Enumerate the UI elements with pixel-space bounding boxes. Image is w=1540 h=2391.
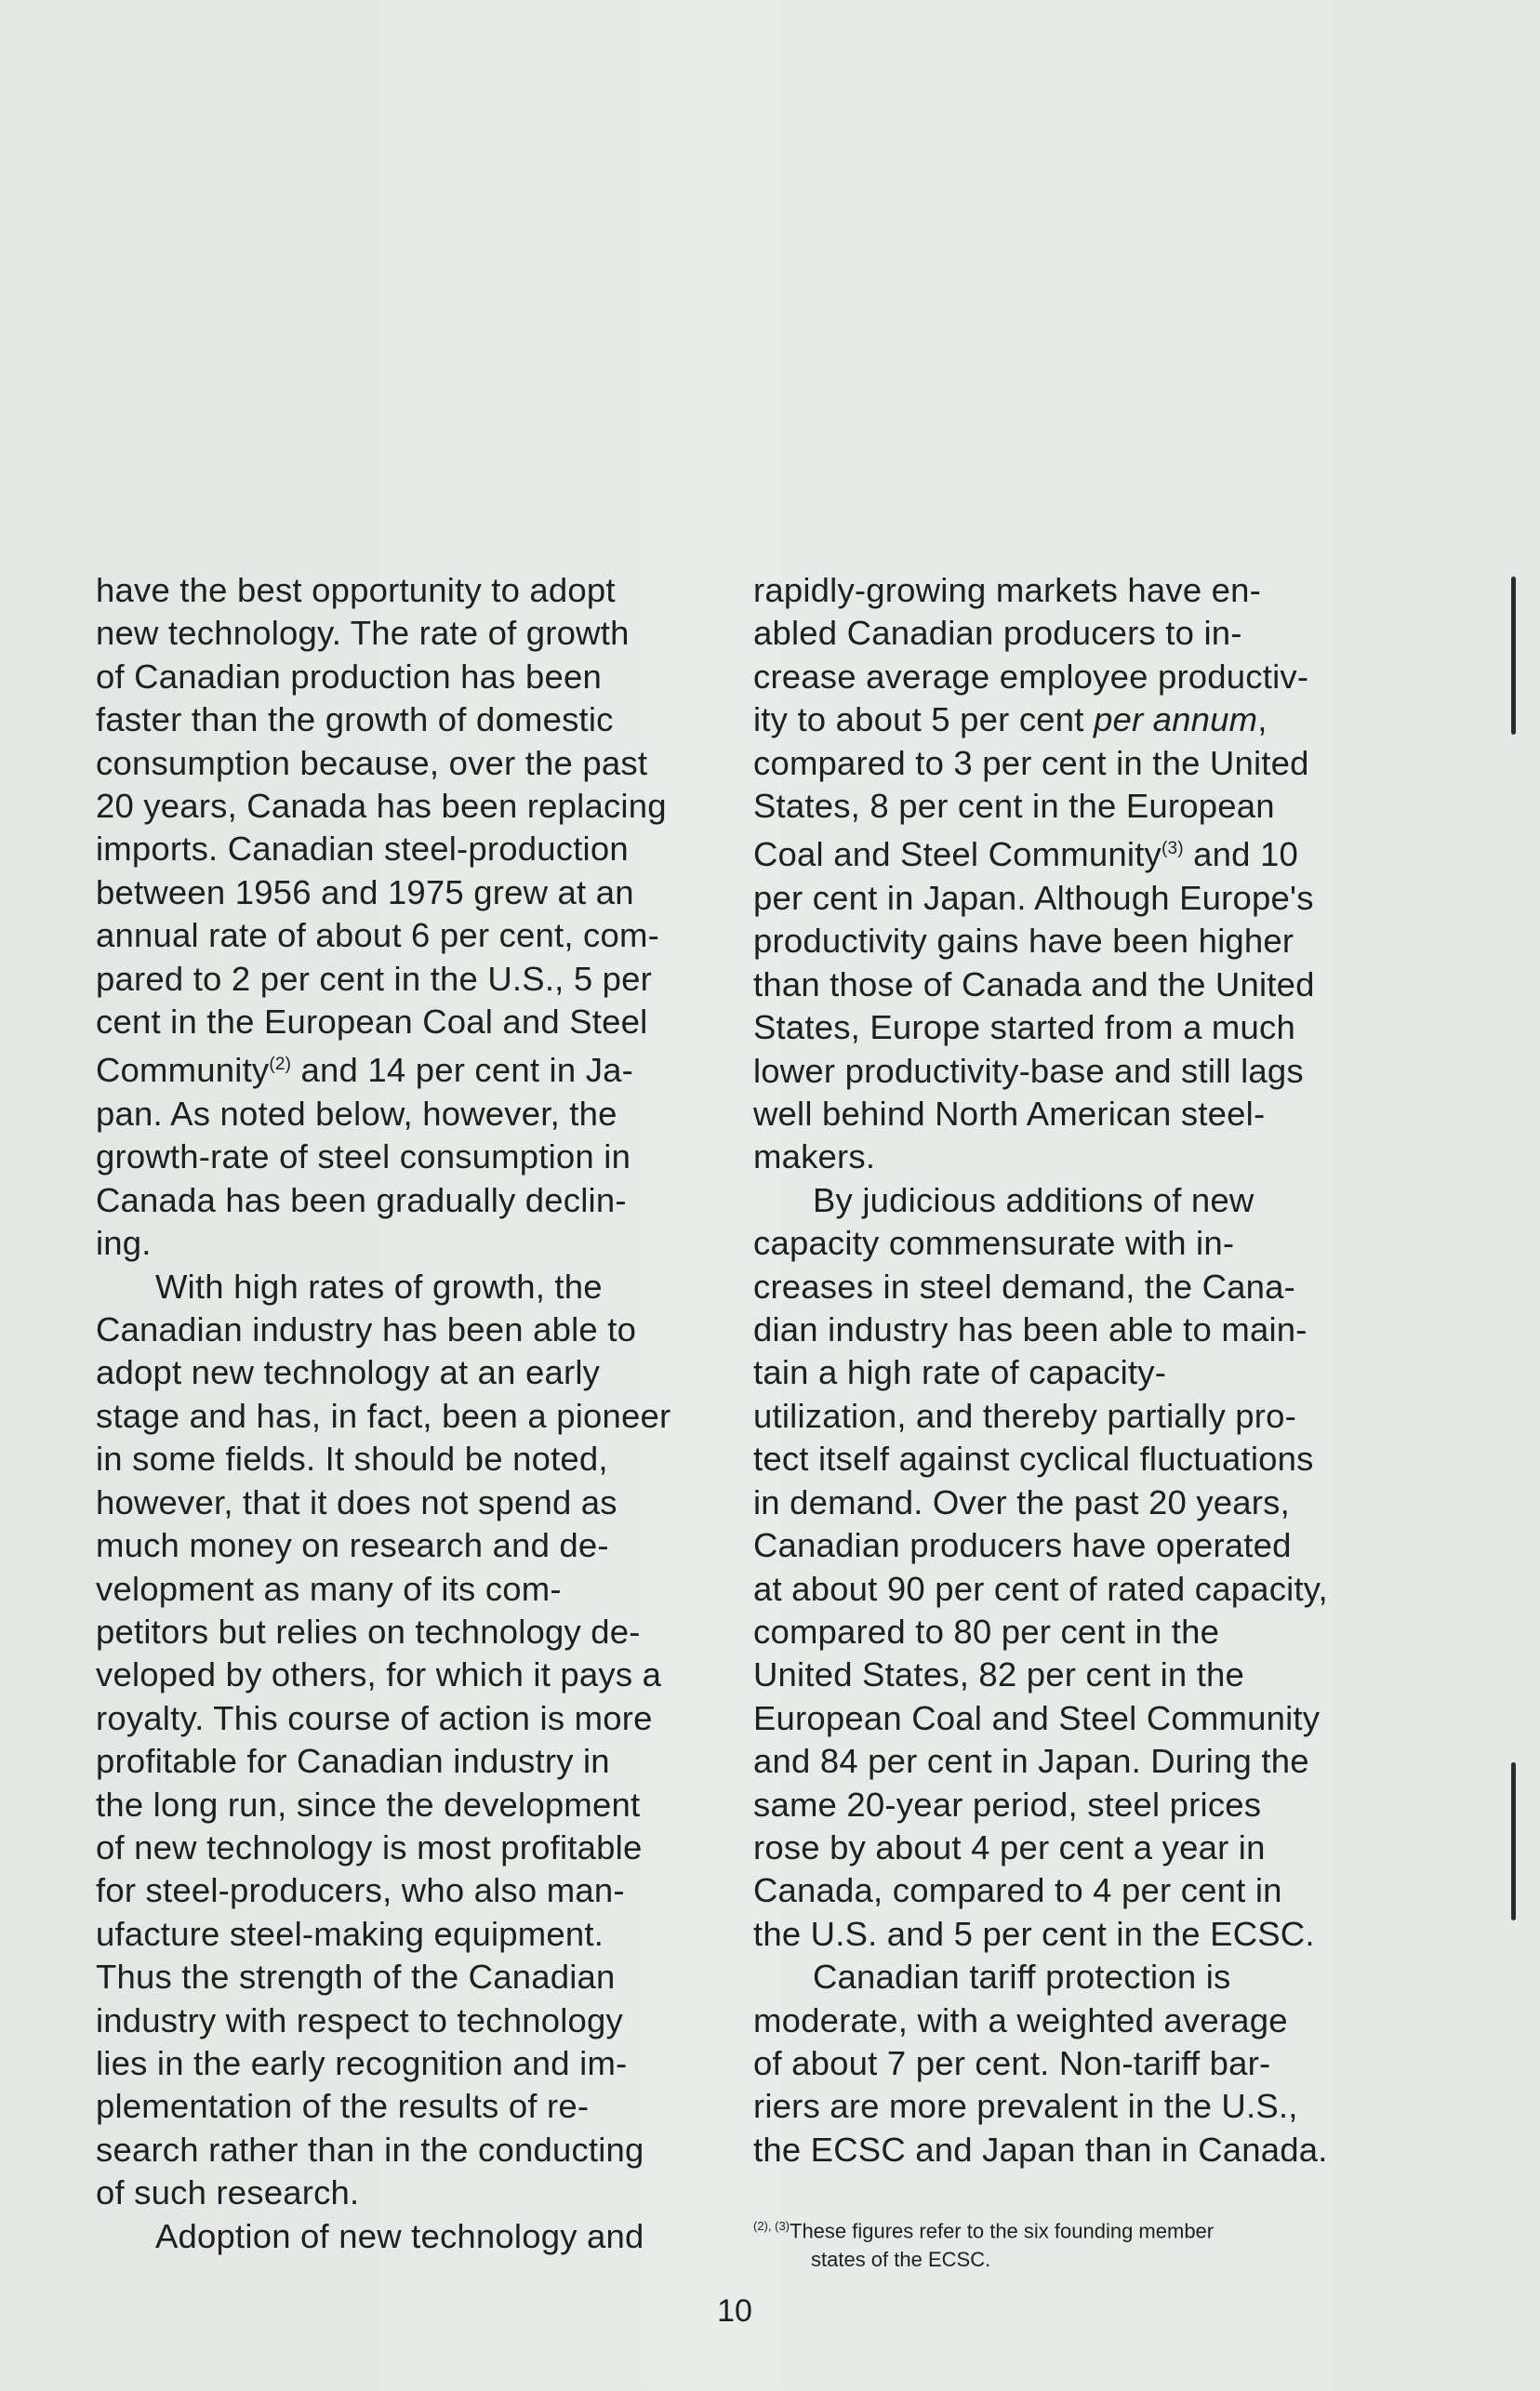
footnote-mark-3: (3)	[1161, 839, 1184, 859]
footnote-mark-2: (2)	[269, 1055, 292, 1075]
right-paragraph-2: By judicious additions of new capacity commensurate with in- creases in steel demand, the Cana- dian industry has been able to main- tain a high rate of capacity- utilization, and thereby partially pro- tect itself against cyclical fluctuations in demand. Over the past 20 years, Canadian producers have operated at about 90 per cent of rated capacity, compared to 80 per cent in the United States, 82 per cent in the European Coal and Steel Community and 84 per cent in Japan. During the same 20-year period, steel prices rose by about 4 per cent a year in Canada, compared to 4 per cent in the U.S. and 5 per cent in the ECSC.	[753, 1180, 1328, 1953]
staple-top	[1511, 577, 1516, 735]
footnote	[753, 2212, 1404, 2274]
left-paragraph-1-text: have the best opportunity to adopt new technology. The rate of growth of Canadian production has been faster than the growth of domestic consumption because, over the past 20 years, Canada has been replacing imports. Canadian steel-production between 1956 and 1975 grew at an annual rate of about 6 per cent, com- pared to 2 per cent in the U.S., 5 per cent in the European Coal and Steel Community	[96, 571, 667, 1090]
footnote-line-1: These figures refer to the six founding member	[790, 2219, 1215, 2243]
right-paragraph-1-a: rapidly-growing markets have en- abled Canadian producers to in- crease average employee productiv- ity to about 5 per cent	[753, 571, 1309, 739]
page-number: 10	[717, 2293, 752, 2329]
left-paragraph-2: With high rates of growth, the Canadian industry has been able to adopt new technology at an early stage and has, in fact, been a pioneer in some fields. It should be noted, however, that it does not spend as much money on research and de- velopment as many of its com- petitors but relies on technology de- veloped by others, for which it pays a royalty. This course of action is more profitable for Canadian industry in the long run, since the development of new technology is most profitable for steel-producers, who also man- ufacture steel-making equipment. Thus the strength of the Canadian industry with respect to technology lies in the early recognition and im- plementation of the results of re- search rather than in the conducting of such research.	[96, 1267, 671, 2212]
left-paragraph-3: Adoption of new technology and	[155, 2216, 644, 2255]
staple-bottom	[1511, 1762, 1516, 1920]
right-paragraph-3: Canadian tariff protection is moderate, with a weighted average of about 7 per cent. Non-tariff bar- riers are more prevalent in the U.S., the ECSC and Japan than in Canada.	[753, 1958, 1328, 2169]
left-column	[96, 569, 728, 2258]
right-column	[753, 569, 1395, 2172]
footnote-marks: (2), (3)	[753, 2219, 790, 2233]
right-paragraph-1-c: and 10 per cent in Japan. Although Europe's productivity gains have been higher than those of Canada and the United States, Europe started from a much lower productivity-base and still lags well behind North American steel- makers.	[753, 835, 1315, 1176]
left-paragraph-1	[96, 569, 728, 1266]
left-paragraph-1-rest: and 14 per cent in Ja- pan. As noted below, however, the growth-rate of steel consumption in Canada has been gradually declin- ing.	[96, 1051, 634, 1263]
per-annum-italic: per annum	[1093, 700, 1258, 739]
right-paragraph-1	[753, 569, 1395, 1179]
footnote-line-2: states of the ECSC.	[811, 2248, 991, 2272]
right-paragraph-1-b: , compared to 3 per cent in the United States, 8 per cent in the European Coal and Steel Community	[753, 700, 1309, 874]
